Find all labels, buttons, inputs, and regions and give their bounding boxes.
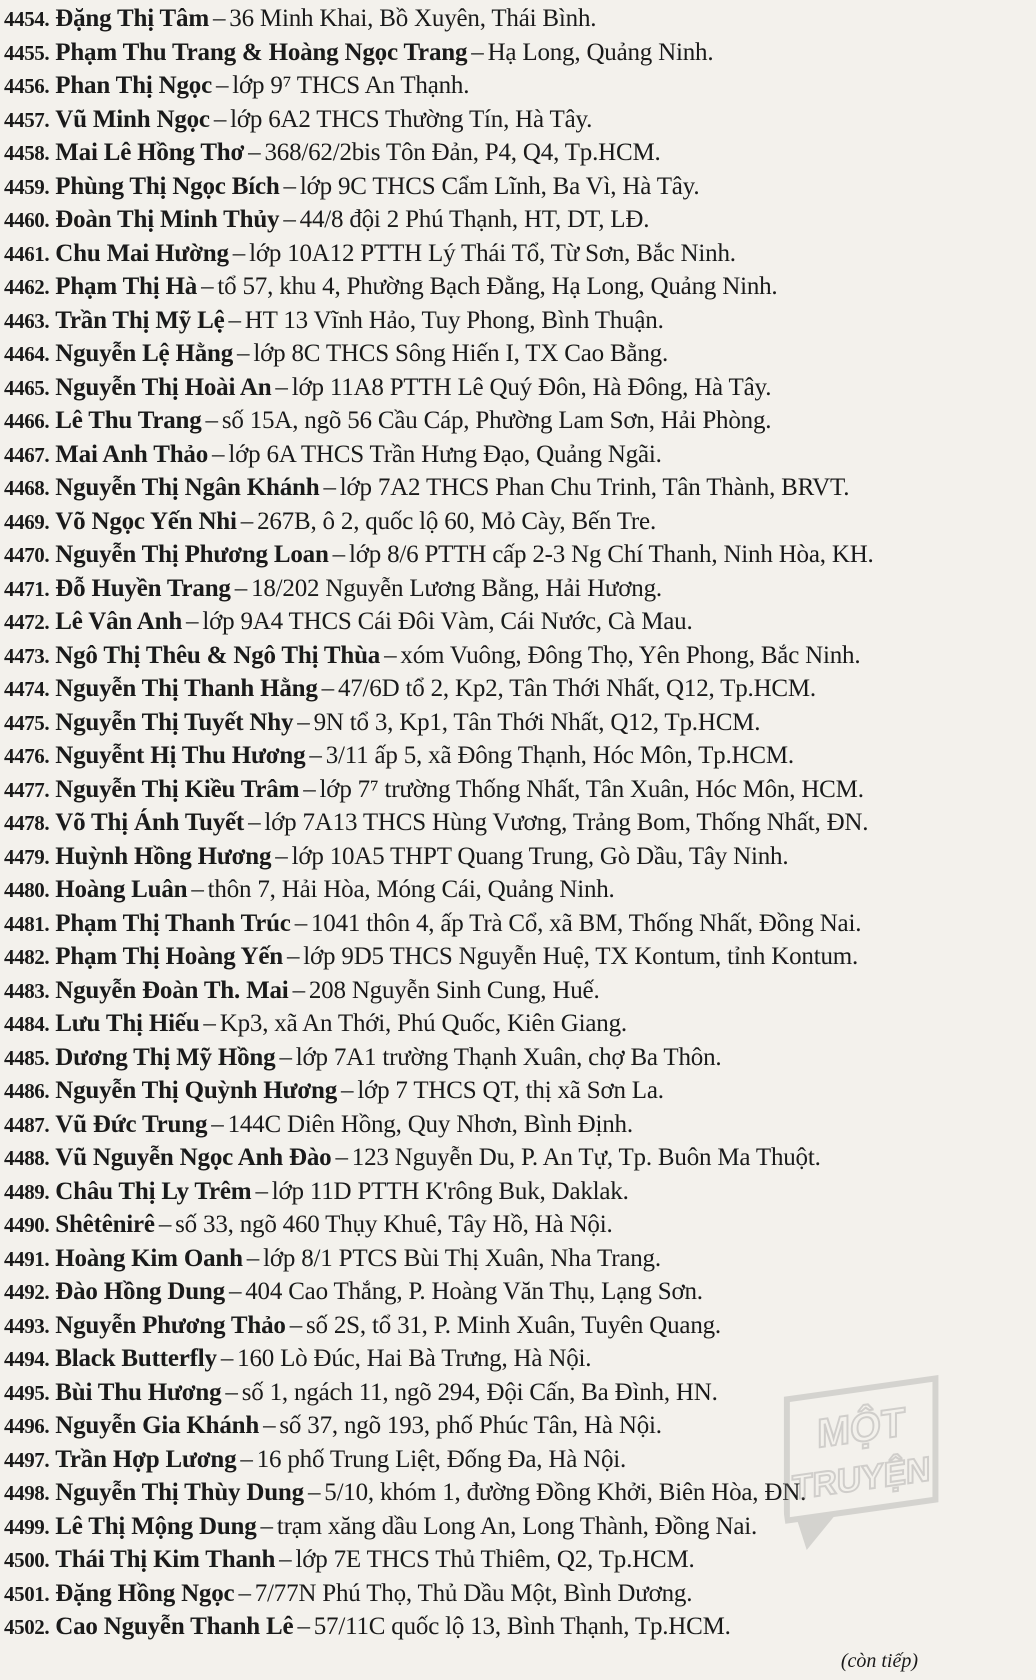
list-item bbox=[4, 974, 1034, 1008]
entry-number: 4484. bbox=[4, 1012, 50, 1036]
entry-address: xóm Vuông, Đông Thọ, Yên Phong, Bắc Ninh. bbox=[400, 641, 861, 669]
list-item bbox=[4, 773, 1034, 807]
entry-name: Nguyễn Phương Thảo bbox=[55, 1311, 286, 1339]
list-item bbox=[4, 940, 1034, 974]
entry-address: số 37, ngõ 193, phố Phúc Tân, Hà Nội. bbox=[279, 1412, 662, 1439]
entry-separator: – bbox=[341, 1077, 354, 1104]
entry-number: 4461. bbox=[4, 241, 50, 266]
entry-number: 4473. bbox=[4, 643, 50, 668]
entry-number: 4493. bbox=[4, 1313, 50, 1338]
entry-separator: – bbox=[186, 608, 199, 635]
entry-name: Phạm Thị Hà bbox=[55, 273, 198, 300]
entry-number: 4466. bbox=[4, 409, 50, 433]
list-item bbox=[4, 337, 1034, 371]
entry-name: Hoàng Kim Oanh bbox=[55, 1244, 243, 1272]
entry-number: 4501. bbox=[4, 1581, 50, 1606]
entry-name: Đỗ Huyền Trang bbox=[55, 574, 231, 602]
entry-name: Võ Thị Ánh Tuyết bbox=[55, 809, 245, 836]
list-item bbox=[4, 1242, 1034, 1276]
entry-separator: – bbox=[212, 440, 225, 468]
entry-name: Lưu Thị Hiếu bbox=[55, 1010, 200, 1037]
entry-separator: – bbox=[248, 139, 261, 166]
entry-number: 4469. bbox=[4, 509, 50, 534]
entry-address: lớp 11A8 PTTH Lê Quý Đôn, Hà Đông, Hà Tây. bbox=[291, 373, 772, 401]
entry-separator: – bbox=[228, 1278, 242, 1305]
entry-number: 4464. bbox=[4, 342, 50, 366]
entry-separator: – bbox=[471, 38, 484, 66]
entry-separator: – bbox=[246, 1244, 260, 1272]
entry-name: Lê Thị Mộng Dung bbox=[55, 1512, 257, 1540]
entry-number: 4459. bbox=[4, 174, 50, 199]
entry-name: Võ Ngọc Yến Nhi bbox=[55, 507, 237, 535]
entry-name: Đoàn Thị Minh Thủy bbox=[55, 206, 280, 233]
list-item bbox=[4, 103, 1034, 137]
list-item bbox=[4, 2, 1034, 36]
entry-address: 57/11C quốc lộ 13, Bình Thạnh, Tp.HCM. bbox=[313, 1613, 731, 1640]
entry-number: 4488. bbox=[4, 1146, 50, 1170]
entry-address: 44/8 đội 2 Phú Thạnh, HT, DT, LĐ. bbox=[299, 206, 650, 233]
entry-name: Cao Nguyễn Thanh Lê bbox=[55, 1613, 294, 1640]
list-item bbox=[4, 639, 1034, 673]
list-item bbox=[4, 203, 1034, 237]
entry-name: Huỳnh Hồng Hương bbox=[55, 842, 272, 870]
list-item bbox=[4, 270, 1034, 304]
entry-name: Nguyễn Thị Thùy Dung bbox=[55, 1479, 304, 1506]
entry-address: Kp3, xã An Thới, Phú Quốc, Kiên Giang. bbox=[219, 1010, 627, 1037]
entry-separator: – bbox=[275, 842, 288, 870]
entry-separator: – bbox=[213, 105, 227, 133]
entry-name: Thái Thị Kim Thanh bbox=[55, 1546, 276, 1573]
entry-address: lớp 10A5 THPT Quang Trung, Gò Dầu, Tây Ninh. bbox=[291, 842, 789, 870]
list-item bbox=[4, 1141, 1034, 1175]
entry-separator: – bbox=[201, 273, 214, 300]
entry-address: lớp 7 THCS QT, thị xã Sơn La. bbox=[357, 1077, 664, 1104]
entry-separator: – bbox=[203, 1010, 216, 1037]
entry-separator: – bbox=[248, 809, 261, 836]
list-item bbox=[4, 1577, 1034, 1611]
entry-address: lớp 9A4 THCS Cái Đôi Vàm, Cái Nước, Cà Mau. bbox=[202, 608, 693, 635]
entry-number: 4494. bbox=[4, 1347, 50, 1371]
entry-address: lớp 6A THCS Trần Hưng Đạo, Quảng Ngãi. bbox=[228, 440, 662, 468]
entry-separator: – bbox=[283, 172, 296, 200]
list-item bbox=[4, 237, 1034, 271]
entry-separator: – bbox=[191, 876, 204, 903]
list-item bbox=[4, 1175, 1034, 1209]
entry-separator: – bbox=[279, 1043, 292, 1071]
entry-name: Ngô Thị Thêu & Ngô Thị Thùa bbox=[55, 641, 381, 669]
entry-address: 36 Minh Khai, Bồ Xuyên, Thái Bình. bbox=[229, 5, 597, 32]
entry-name: Nguyễn Thị Phương Loan bbox=[55, 541, 329, 568]
entry-number: 4472. bbox=[4, 610, 50, 634]
entry-number: 4489. bbox=[4, 1179, 50, 1204]
list-item bbox=[4, 1041, 1034, 1075]
entry-address: 3/11 ấp 5, xã Đông Thạnh, Hóc Môn, Tp.HCM. bbox=[325, 742, 794, 769]
list-item bbox=[4, 806, 1034, 840]
entry-name: Trần Hợp Lương bbox=[55, 1445, 237, 1473]
entry-separator: – bbox=[323, 474, 336, 501]
entry-separator: – bbox=[225, 1378, 238, 1406]
entry-number: 4470. bbox=[4, 543, 50, 567]
entry-number: 4480. bbox=[4, 878, 50, 902]
entry-name: Nguyễn Thị Tuyết Nhy bbox=[55, 708, 294, 736]
entry-address: 123 Nguyễn Du, P. An Tự, Tp. Buôn Ma Thuột. bbox=[351, 1144, 821, 1171]
entry-number: 4491. bbox=[4, 1246, 50, 1271]
entry-name: Mai Lê Hồng Thơ bbox=[55, 139, 245, 166]
list-item bbox=[4, 1108, 1034, 1142]
entry-separator: – bbox=[289, 1311, 302, 1339]
entry-number: 4478. bbox=[4, 811, 50, 835]
list-item bbox=[4, 471, 1034, 505]
entry-name: Dương Thị Mỹ Hồng bbox=[55, 1043, 276, 1071]
entry-number: 4460. bbox=[4, 208, 50, 232]
list-item bbox=[4, 371, 1034, 405]
entry-number: 4490. bbox=[4, 1213, 50, 1237]
list-item bbox=[4, 438, 1034, 472]
entry-name: Châu Thị Ly Trêm bbox=[55, 1177, 252, 1205]
entry-separator: – bbox=[279, 1546, 292, 1573]
list-item bbox=[4, 706, 1034, 740]
entry-name: Vũ Minh Ngọc bbox=[55, 105, 210, 133]
watermark-logo bbox=[767, 1368, 979, 1563]
entry-name: Hoàng Luân bbox=[55, 876, 188, 903]
entry-separator: – bbox=[240, 507, 254, 535]
entry-name: Nguyễn Gia Khánh bbox=[55, 1412, 260, 1439]
entry-name: Lê Thu Trang bbox=[55, 407, 202, 434]
entry-name: Bùi Thu Hương bbox=[55, 1378, 222, 1406]
entry-address: 18/202 Nguyễn Lương Bằng, Hải Hương. bbox=[251, 574, 662, 602]
entry-address: 267B, ô 2, quốc lộ 60, Mỏ Cày, Bến Tre. bbox=[257, 507, 657, 535]
entry-separator: – bbox=[260, 1512, 273, 1540]
entry-address: số 1, ngách 11, ngõ 294, Đội Cấn, Ba Đình, HN. bbox=[241, 1378, 718, 1406]
list-item bbox=[4, 840, 1034, 874]
entry-address: số 15A, ngõ 56 Cầu Cáp, Phường Lam Sơn, Hải Phòng. bbox=[221, 407, 772, 434]
entry-address: lớp 11D PTTH K'rông Buk, Daklak. bbox=[271, 1177, 629, 1205]
entry-name: Black Butterfly bbox=[55, 1345, 217, 1372]
entry-address: 208 Nguyễn Sinh Cung, Huế. bbox=[308, 976, 600, 1004]
entry-address: số 33, ngõ 460 Thụy Khuê, Tây Hồ, Hà Nội. bbox=[175, 1211, 613, 1238]
entry-name: Chu Mai Hường bbox=[55, 239, 229, 267]
entry-number: 4500. bbox=[4, 1548, 50, 1572]
entry-name: Phạm Thị Thanh Trúc bbox=[55, 909, 291, 937]
entry-number: 4496. bbox=[4, 1414, 50, 1438]
list-item bbox=[4, 672, 1034, 706]
entry-number: 4468. bbox=[4, 476, 50, 500]
entry-number: 4495. bbox=[4, 1380, 50, 1405]
entry-name: Nguyễn Lệ Hằng bbox=[55, 340, 234, 367]
list-item bbox=[4, 873, 1034, 907]
list-item bbox=[4, 1007, 1034, 1041]
entry-address: 1041 thôn 4, ấp Trà Cổ, xã BM, Thống Nhất, Đồng Nai. bbox=[311, 909, 862, 937]
entry-address: lớp 7⁷ trường Thống Nhất, Tân Xuân, Hóc Môn, HCM. bbox=[319, 775, 864, 803]
entry-name: Nguyễn Thị Ngân Khánh bbox=[55, 474, 320, 501]
entry-number: 4498. bbox=[4, 1481, 50, 1505]
entry-separator: – bbox=[297, 1613, 310, 1640]
entry-address: lớp 7A1 trường Thạnh Xuân, chợ Ba Thôn. bbox=[295, 1043, 722, 1071]
entry-address: lớp 8C THCS Sông Hiến I, TX Cao Bằng. bbox=[253, 340, 668, 367]
entry-address: 47/6D tổ 2, Kp2, Tân Thới Nhất, Q12, Tp.HCM. bbox=[337, 675, 816, 702]
entry-name: Trần Thị Mỹ Lệ bbox=[55, 306, 225, 334]
entry-number: 4479. bbox=[4, 844, 50, 869]
entry-address: lớp 8/1 PTCS Bùi Thị Xuân, Nha Trang. bbox=[263, 1244, 661, 1272]
entry-name: Nguyễn Đoàn Th. Mai bbox=[55, 976, 289, 1004]
entry-separator: – bbox=[292, 976, 305, 1004]
entry-separator: – bbox=[255, 1177, 268, 1205]
entry-number: 4486. bbox=[4, 1079, 50, 1103]
list-item bbox=[4, 304, 1034, 338]
entry-address: tổ 57, khu 4, Phường Bạch Đằng, Hạ Long, Quảng Ninh. bbox=[217, 273, 778, 300]
watermark-text-2: TRUYỆN bbox=[791, 1450, 931, 1508]
list-item bbox=[4, 1610, 1034, 1644]
entry-address: trạm xăng dầu Long An, Long Thành, Đồng Nai. bbox=[276, 1512, 758, 1540]
entry-address: 5/10, khóm 1, đường Đồng Khởi, Biên Hòa, ĐN. bbox=[324, 1479, 807, 1506]
entry-name: Vũ Nguyễn Ngọc Anh Đào bbox=[55, 1144, 332, 1171]
entry-number: 4499. bbox=[4, 1514, 50, 1539]
entry-address: 404 Cao Thắng, P. Hoàng Văn Thụ, Lạng Sơn. bbox=[245, 1278, 703, 1305]
entry-number: 4477. bbox=[4, 777, 50, 802]
list-item bbox=[4, 572, 1034, 606]
entry-number: 4467. bbox=[4, 442, 50, 467]
entry-separator: – bbox=[275, 373, 288, 401]
entry-number: 4483. bbox=[4, 978, 50, 1003]
entry-number: 4487. bbox=[4, 1112, 50, 1137]
entry-address: lớp 9C THCS Cẩm Lĩnh, Ba Vì, Hà Tây. bbox=[299, 172, 700, 200]
entry-number: 4497. bbox=[4, 1447, 50, 1472]
entry-separator: – bbox=[215, 72, 229, 99]
entry-separator: – bbox=[332, 541, 345, 568]
entry-number: 4465. bbox=[4, 375, 50, 400]
entry-separator: – bbox=[234, 574, 248, 602]
entry-separator: – bbox=[220, 1345, 234, 1372]
entry-address: 9N tổ 3, Kp1, Tân Thới Nhất, Q12, Tp.HCM. bbox=[313, 708, 761, 736]
entry-name: Nguyễn Thị Kiều Trâm bbox=[55, 775, 300, 803]
entry-address: lớp 9⁷ THCS An Thạnh. bbox=[232, 72, 470, 99]
entry-name: Phạm Thị Hoàng Yến bbox=[55, 943, 283, 970]
list-item bbox=[4, 136, 1034, 170]
entry-separator: – bbox=[240, 1445, 253, 1473]
entry-address: lớp 8/6 PTTH cấp 2-3 Ng Chí Thanh, Ninh Hòa, KH. bbox=[348, 541, 874, 568]
entry-name: Phan Thị Ngọc bbox=[55, 72, 212, 99]
entry-number: 4455. bbox=[4, 40, 50, 65]
entry-number: 4481. bbox=[4, 911, 50, 936]
list-item bbox=[4, 739, 1034, 773]
entry-separator: – bbox=[211, 1110, 224, 1138]
entry-number: 4463. bbox=[4, 308, 50, 333]
watermark-text-1: MỘT bbox=[817, 1399, 906, 1457]
entry-number: 4476. bbox=[4, 744, 50, 768]
entry-address: 16 phố Trung Liệt, Đống Đa, Hà Nội. bbox=[256, 1445, 627, 1473]
entry-name: Nguyễn Thị Thanh Hằng bbox=[55, 675, 318, 702]
entry-separator: – bbox=[321, 675, 334, 702]
entry-name: Nguyễnt Hị Thu Hương bbox=[55, 742, 306, 769]
entry-number: 4457. bbox=[4, 107, 50, 132]
entry-separator: – bbox=[294, 909, 307, 937]
entry-separator: – bbox=[205, 407, 218, 434]
entry-name: Lê Vân Anh bbox=[55, 608, 183, 635]
entry-address: 7/77N Phú Thọ, Thủ Dầu Một, Bình Dương. bbox=[254, 1579, 693, 1607]
entry-address: lớp 10A12 PTTH Lý Thái Tổ, Từ Sơn, Bắc Ninh. bbox=[249, 239, 736, 267]
entry-number: 4456. bbox=[4, 74, 50, 98]
continued-note: (còn tiếp) bbox=[840, 1650, 918, 1672]
entry-name: Đặng Thị Tâm bbox=[55, 5, 209, 32]
entry-number: 4502. bbox=[4, 1615, 50, 1639]
entry-address: 160 Lò Đúc, Hai Bà Trưng, Hà Nội. bbox=[237, 1345, 592, 1372]
list-item bbox=[4, 605, 1034, 639]
list-item bbox=[4, 404, 1034, 438]
entry-number: 4462. bbox=[4, 275, 50, 299]
entry-separator: – bbox=[297, 708, 310, 736]
entry-name: Đặng Hồng Ngọc bbox=[55, 1579, 235, 1607]
entry-address: thôn 7, Hải Hòa, Móng Cái, Quảng Ninh. bbox=[207, 876, 615, 903]
entry-separator: – bbox=[158, 1211, 172, 1238]
entry-name: Nguyễn Thị Hoài An bbox=[55, 373, 272, 401]
entry-address: lớp 7E THCS Thủ Thiêm, Q2, Tp.HCM. bbox=[295, 1546, 695, 1573]
list-item bbox=[4, 1342, 1034, 1376]
list-item bbox=[4, 69, 1034, 103]
entry-separator: – bbox=[238, 1579, 251, 1607]
entry-address: lớp 7A13 THCS Hùng Vương, Trảng Bom, Thống Nhất, ĐN. bbox=[264, 809, 869, 836]
list-item bbox=[4, 1208, 1034, 1242]
list-item bbox=[4, 1309, 1034, 1343]
entry-number: 4482. bbox=[4, 945, 50, 969]
entry-separator: – bbox=[335, 1144, 348, 1171]
entry-address: lớp 6A2 THCS Thường Tín, Hà Tây. bbox=[230, 105, 593, 133]
entry-separator: – bbox=[307, 1479, 321, 1506]
entry-name: Mai Anh Thảo bbox=[55, 440, 209, 468]
entry-separator: – bbox=[309, 742, 322, 769]
list-item bbox=[4, 907, 1034, 941]
list-item bbox=[4, 505, 1034, 539]
entry-address: số 2S, tổ 31, P. Minh Xuân, Tuyên Quang. bbox=[306, 1311, 721, 1339]
list-item bbox=[4, 538, 1034, 572]
entry-separator: – bbox=[286, 943, 300, 970]
entry-number: 4485. bbox=[4, 1045, 50, 1070]
entry-address: HT 13 Vĩnh Hảo, Tuy Phong, Bình Thuận. bbox=[244, 306, 664, 334]
entry-separator: – bbox=[232, 239, 246, 267]
entry-number: 4492. bbox=[4, 1280, 50, 1304]
list-item bbox=[4, 1074, 1034, 1108]
entry-number: 4475. bbox=[4, 710, 50, 735]
entry-address: 144C Diên Hồng, Quy Nhơn, Bình Định. bbox=[227, 1110, 633, 1138]
entry-number: 4471. bbox=[4, 576, 50, 601]
entry-name: Vũ Đức Trung bbox=[55, 1110, 208, 1138]
entry-number: 4454. bbox=[4, 7, 50, 31]
entry-name: Phạm Thu Trang & Hoàng Ngọc Trang bbox=[55, 38, 468, 66]
entry-address: lớp 9D5 THCS Nguyễn Huệ, TX Kontum, tỉnh Kontum. bbox=[303, 943, 859, 970]
entry-separator: – bbox=[303, 775, 316, 803]
entry-name: Nguyễn Thị Quỳnh Hương bbox=[55, 1077, 337, 1104]
entry-separator: – bbox=[212, 5, 226, 32]
entry-separator: – bbox=[228, 306, 241, 334]
entry-number: 4474. bbox=[4, 677, 50, 701]
list-item bbox=[4, 170, 1034, 204]
entry-separator: – bbox=[237, 340, 250, 367]
entry-separator: – bbox=[384, 641, 397, 669]
entry-name: Shêtênirê bbox=[55, 1211, 155, 1238]
entry-separator: – bbox=[263, 1412, 276, 1439]
entry-address: lớp 7A2 THCS Phan Chu Trinh, Tân Thành, BRVT. bbox=[339, 474, 850, 501]
list-item bbox=[4, 1275, 1034, 1309]
entry-address: 368/62/2bis Tôn Đản, P4, Q4, Tp.HCM. bbox=[264, 139, 661, 166]
entry-name: Phùng Thị Ngọc Bích bbox=[55, 172, 280, 200]
entry-separator: – bbox=[283, 206, 296, 233]
entry-address: Hạ Long, Quảng Ninh. bbox=[487, 38, 714, 66]
list-item bbox=[4, 36, 1034, 70]
entry-number: 4458. bbox=[4, 141, 50, 165]
entry-name: Đào Hồng Dung bbox=[55, 1278, 225, 1305]
